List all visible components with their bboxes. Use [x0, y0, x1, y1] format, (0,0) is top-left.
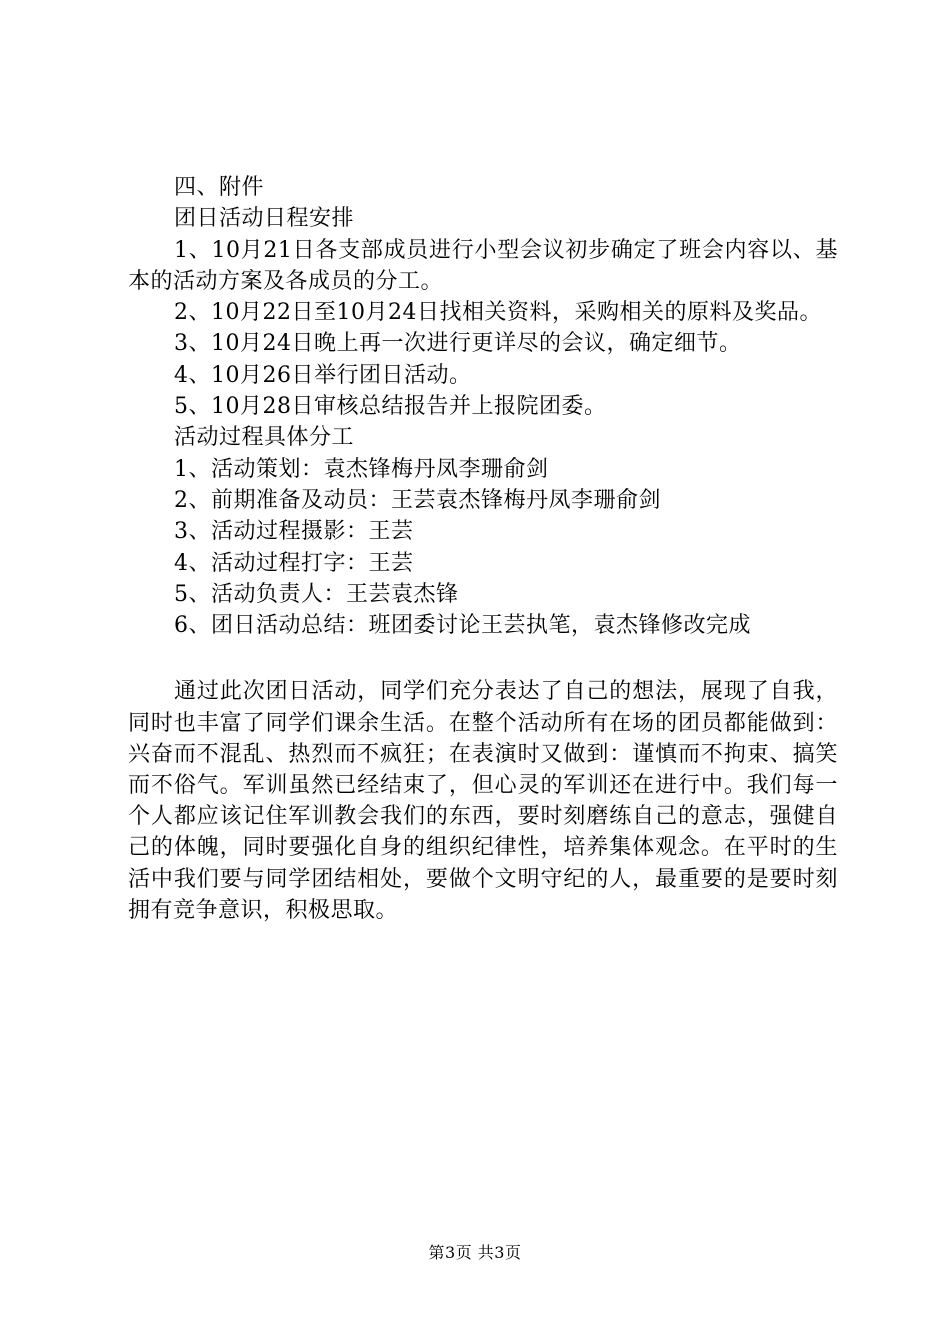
schedule-item-1: 1、10月21日各支部成员进行小型会议初步确定了班会内容以、基本的活动方案及各成员的分工。 [128, 237, 838, 294]
page-number-footer: 第3页 共3页 [428, 1243, 522, 1262]
schedule-item-3: 3、10月24日晚上再一次进行更详尽的会议，确定细节。 [174, 331, 742, 357]
paragraph-gap [128, 641, 838, 676]
division-item-3: 3、活动过程摄影：王芸 [174, 519, 414, 545]
schedule-item-4: 4、10月26日举行团日活动。 [174, 362, 472, 388]
division-heading: 活动过程具体分工 [174, 425, 355, 451]
document-body [128, 172, 838, 926]
schedule-heading: 团日活动日程安排 [174, 206, 355, 232]
division-item-4: 4、活动过程打字：王芸 [174, 550, 414, 576]
section-heading-attachments: 四、附件 [174, 175, 265, 200]
division-item-1: 1、活动策划：袁杰锋梅丹凤李珊俞剑 [174, 456, 549, 482]
division-item-5: 5、活动负责人：王芸袁杰锋 [174, 581, 459, 607]
division-item-6: 6、团日活动总结：班团委讨论王芸执笔，袁杰锋修改完成 [174, 613, 751, 639]
schedule-item-2: 2、10月22日至10月24日找相关资料，采购相关的原料及奖品。 [174, 300, 822, 326]
division-item-2: 2、前期准备及动员：王芸袁杰锋梅丹凤李珊俞剑 [174, 487, 661, 513]
schedule-item-5: 5、10月28日审核总结报告并上报院团委。 [174, 394, 607, 420]
summary-paragraph: 通过此次团日活动，同学们充分表达了自己的想法，展现了自我，同时也丰富了同学们课余生活。在整个活动所有在场的团员都能做到：兴奋而不混乱、热烈而不疯狂；在表演时又做到：谨慎而不拘束、搞笑而不俗气。军训虽然已经结束了，但心灵的军训还在进行中。我们每一个人都应该记住军训教会我们的东西，要时刻磨练自己的意志，强健自己的体魄，同时要强化自身的组织纪律性，培养集体观念。在平时的生活中我们要与同学团结相处，要做个文明守纪的人，最重要的是要时刻拥有竞争意识，积极思取。 [128, 679, 838, 923]
